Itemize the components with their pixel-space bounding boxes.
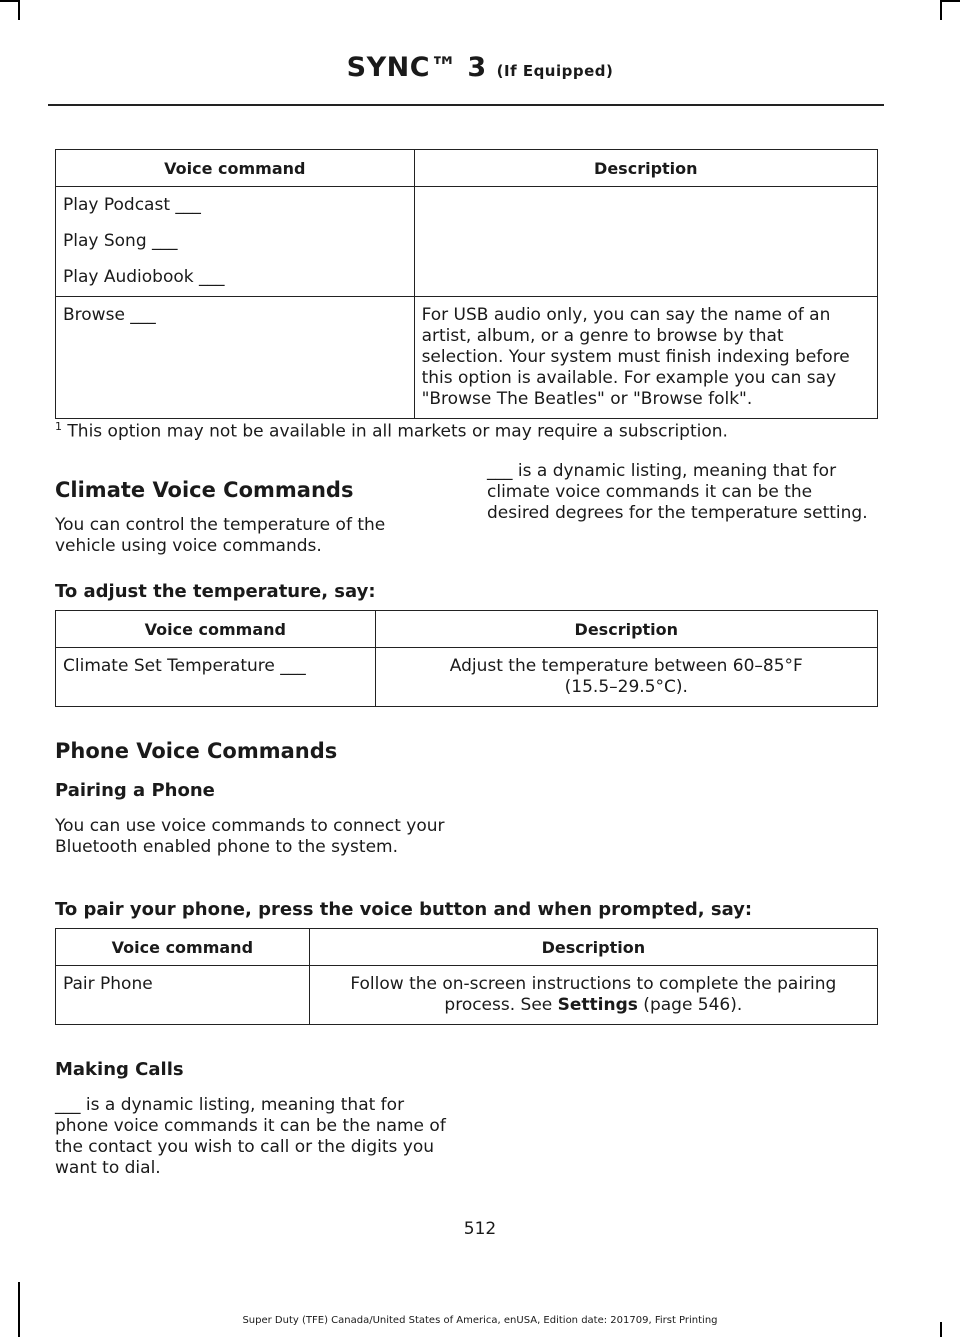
description-cell (309, 966, 877, 1025)
making-calls-heading: Making Calls (55, 1059, 184, 1080)
table-header-row (56, 611, 878, 648)
footnote-marker: 1 (55, 420, 62, 433)
voice-command: Play Song ___ (63, 231, 178, 251)
climate-intro: You can control the temperature of the vehicle using voice commands. (55, 515, 386, 556)
crop-mark (940, 0, 942, 20)
settings-link[interactable]: Settings (557, 995, 638, 1015)
climate-prompt: To adjust the temperature, say: (55, 581, 376, 602)
making-calls-text: ___ is a dynamic listing, meaning that for phone voice commands it can be the name of the contact you wish to call or the digits you want to dial. (55, 1095, 446, 1178)
description-cell: For USB audio only, you can say the name of an artist, album, or a genre to browse by that selection. Your system must finish indexing before this option is available. For example you can say "Browse The Beatles" or "Browse folk". (414, 297, 877, 419)
voice-command-cell (56, 297, 415, 419)
header-title: SYNC™ 3 (346, 52, 487, 83)
table-row (56, 966, 878, 1025)
pairing-prompt: To pair your phone, press the voice button and when prompted, say: (55, 899, 753, 920)
voice-command-cell (56, 187, 415, 297)
climate-heading: Climate Voice Commands (55, 478, 354, 502)
header-divider (48, 104, 884, 106)
table-row (56, 187, 878, 297)
phone-commands-table (55, 928, 878, 1025)
crop-mark (940, 0, 960, 2)
table-row (56, 297, 878, 419)
crop-mark (0, 0, 20, 2)
column-header-voice-command: Voice command (56, 150, 415, 187)
description-cell (414, 187, 877, 297)
voice-command-cell: Climate Set Temperature ___ (56, 648, 376, 707)
column-header-description: Description (375, 611, 877, 648)
media-commands-table (55, 149, 878, 419)
climate-commands-table (55, 610, 878, 707)
table-header-row (56, 929, 878, 966)
description-cell: Adjust the temperature between 60–85°F (15.5–29.5°C). (375, 648, 877, 707)
page-number: 512 (463, 1219, 497, 1239)
voice-command: Play Podcast ___ (63, 195, 201, 215)
table-header-row (56, 150, 878, 187)
pairing-intro: You can use voice commands to connect your Bluetooth enabled phone to the system. (55, 816, 445, 857)
voice-command-cell: Pair Phone (56, 966, 310, 1025)
crop-mark (18, 1282, 20, 1337)
description-text: Follow the on-screen instructions to complete the pairing process. See (350, 974, 837, 1015)
climate-dynamic-note: ___ is a dynamic listing, meaning that for climate voice commands it can be the desired degrees for the temperature setting. (487, 461, 868, 523)
column-header-voice-command: Voice command (56, 611, 376, 648)
phone-heading: Phone Voice Commands (55, 739, 338, 763)
column-header-description: Description (309, 929, 877, 966)
voice-command: Play Audiobook ___ (63, 267, 225, 287)
footnote-text: This option may not be available in all markets or may require a subscription. (62, 421, 728, 442)
crop-mark (18, 0, 20, 20)
footnote (55, 420, 895, 442)
page-reference: (page 546). (637, 995, 743, 1015)
page-footer: Super Duty (TFE) Canada/United States of America, enUSA, Edition date: 201709, First Printing (242, 1315, 718, 1326)
page-header (0, 52, 960, 83)
table-row (56, 648, 878, 707)
column-header-voice-command: Voice command (56, 929, 310, 966)
pairing-heading: Pairing a Phone (55, 780, 215, 801)
header-subtitle: (If Equipped) (496, 62, 614, 80)
column-header-description: Description (414, 150, 877, 187)
voice-command: Browse ___ (63, 305, 156, 325)
